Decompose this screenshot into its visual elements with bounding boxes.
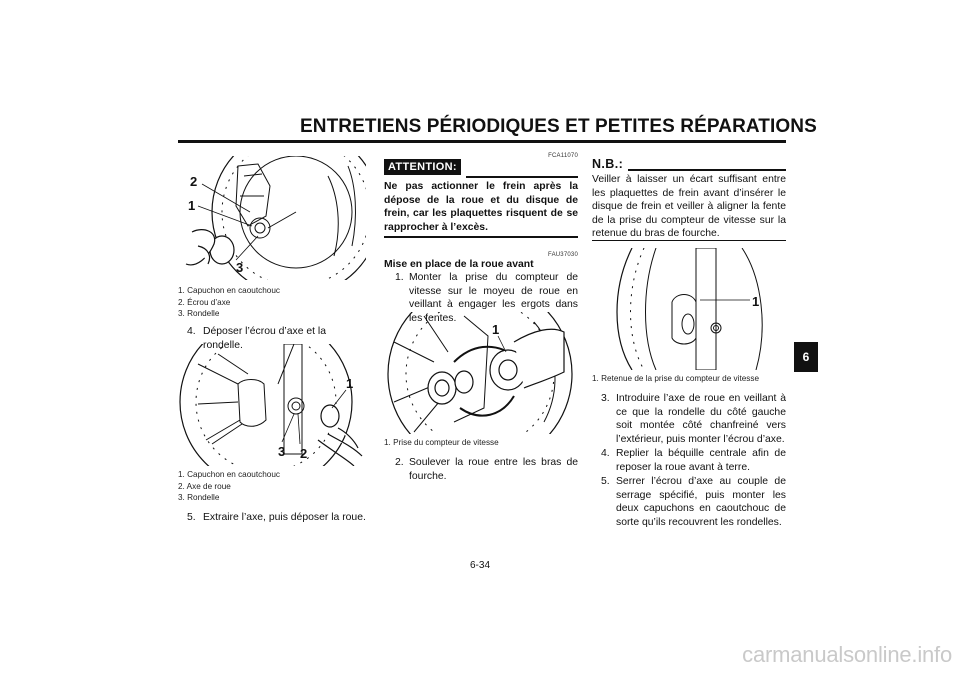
chapter-tab: 6 bbox=[794, 342, 818, 372]
illustration-wheel-axle-removal bbox=[178, 344, 366, 466]
callout-1: 1 bbox=[752, 294, 760, 309]
step-number: 5. bbox=[187, 512, 196, 523]
note-rule bbox=[628, 169, 786, 171]
figure-speedometer-retainer bbox=[592, 248, 786, 370]
attention-text: Ne pas actionner le frein après la dépose de la roue et du disque de frein, car les plaquettes risquent de se rapprocher à l’excès. bbox=[384, 181, 578, 233]
figure-axle-removal bbox=[178, 344, 366, 466]
callout-2: 2 bbox=[190, 174, 198, 189]
step-text: Soulever la roue entre les bras de fourche. bbox=[409, 457, 578, 482]
caption-item: 1. Capuchon en caoutchouc bbox=[178, 286, 280, 295]
caption-item: 3. Rondelle bbox=[178, 493, 220, 502]
note-text: Veiller à laisser un écart suffisant entre les plaquettes de frein avant d’insérer le disque de frein et veiller à aligner la fente de la prise du compteur de vitesse sur la retenue du bras de fourche. bbox=[592, 174, 786, 240]
figure-axle-nut bbox=[178, 156, 366, 280]
step-2 bbox=[384, 456, 578, 483]
figure-1-caption bbox=[178, 285, 366, 320]
section-heading: Mise en place de la roue avant bbox=[384, 259, 534, 270]
callout-3: 3 bbox=[236, 260, 244, 275]
step-number: 4. bbox=[601, 448, 610, 459]
step-text: Extraire l’axe, puis déposer la roue. bbox=[203, 512, 366, 523]
figure-4-caption bbox=[592, 373, 786, 385]
step-number: 5. bbox=[601, 476, 610, 487]
step-text: Monter la prise du compteur de vitesse sur le moyeu de roue en veillant à engager les ergots dans les fentes. bbox=[409, 272, 578, 324]
watermark: carmanualsonline.info bbox=[742, 642, 952, 667]
callout-2: 2 bbox=[300, 446, 308, 461]
attention-bottom-rule bbox=[384, 236, 578, 238]
step-5 bbox=[187, 511, 367, 525]
caption-item: 1. Capuchon en caoutchouc bbox=[178, 470, 280, 479]
caption-item: 1. Retenue de la prise du compteur de vitesse bbox=[592, 374, 760, 383]
step-5b bbox=[592, 475, 786, 529]
step-number: 2. bbox=[395, 457, 404, 468]
figure-speedometer-gear bbox=[384, 312, 578, 434]
illustration-fork-retainer bbox=[592, 248, 786, 370]
page-number: 6-34 bbox=[469, 560, 490, 571]
figure-3-caption bbox=[384, 437, 578, 449]
step-4b bbox=[592, 447, 786, 474]
illustration-speedometer-gear-hub bbox=[384, 312, 578, 434]
step-text: Déposer l’écrou d’axe et la rondelle. bbox=[203, 326, 327, 351]
attention-label: ATTENTION: bbox=[384, 159, 461, 175]
callout-1: 1 bbox=[188, 198, 196, 213]
callout-1: 1 bbox=[492, 322, 500, 337]
note-label: N.B.: bbox=[592, 157, 624, 171]
illustration-brake-disc-axle-nut bbox=[178, 156, 366, 280]
callout-3: 3 bbox=[278, 444, 286, 459]
figure-2-caption bbox=[178, 469, 366, 504]
caption-item: 3. Rondelle bbox=[178, 309, 220, 318]
attention-code: FCA11070 bbox=[548, 153, 578, 159]
step-text: Introduire l’axe de roue en veillant à ce que la rondelle du côté gauche soit montée côté chanfreiné vers l’extérieur, puis monter l’écrou d’axe. bbox=[616, 393, 786, 445]
page-title: ENTRETIENS PÉRIODIQUES ET PETITES RÉPARATIONS bbox=[300, 116, 817, 137]
caption-item: 2. Axe de roue bbox=[178, 481, 231, 491]
step-text: Replier la béquille centrale afin de reposer la roue avant à terre. bbox=[616, 448, 786, 473]
callout-1: 1 bbox=[346, 376, 354, 391]
step-text: Serrer l’écrou d’axe au couple de serrage spécifié, puis monter les deux capuchons en caoutchouc de sorte qu’ils recouvrent les rondelles. bbox=[616, 476, 786, 528]
header-rule bbox=[178, 140, 786, 143]
step-number: 3. bbox=[601, 393, 610, 404]
step-3 bbox=[592, 392, 786, 446]
attention-header bbox=[384, 159, 578, 179]
section-code: FAU37030 bbox=[548, 252, 578, 258]
caption-item: 1. Prise du compteur de vitesse bbox=[384, 438, 499, 447]
note-bottom-rule bbox=[592, 240, 786, 241]
attention-rule bbox=[466, 176, 578, 178]
step-number: 4. bbox=[187, 326, 196, 337]
caption-item: 2. Écrou d’axe bbox=[178, 297, 231, 307]
step-number: 1. bbox=[395, 272, 404, 283]
